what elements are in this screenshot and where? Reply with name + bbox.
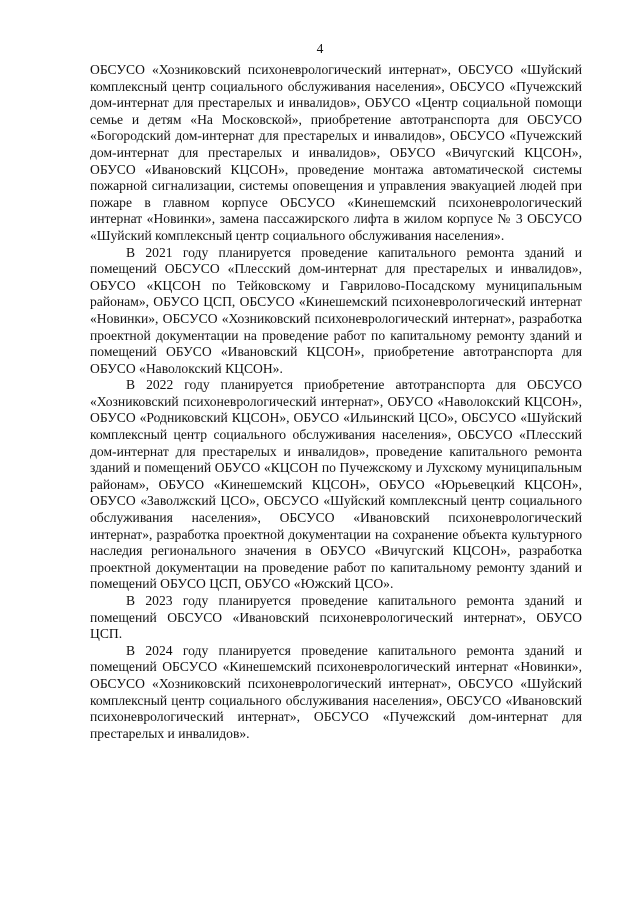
- paragraph-2023: В 2023 году планируется проведение капитального ремонта зданий и помещений ОБСУСО «Ивановский психоневрологический интернат», ОБУСО ЦСП.: [90, 593, 582, 642]
- paragraph-2022: В 2022 году планируется приобретение автотранспорта для ОБСУСО «Хозниковский психоневрологический интернат», ОБУСО «Наволокский КЦСОН», ОБУСО «Родниковский КЦСОН», ОБУСО «Ильинский ЦСО», ОБСУСО «Шуйский комплексный центр социального обслуживания населения», ОБСУСО «Плесский дом-интернат для престарелых и инвалидов», проведение капитального ремонта зданий и помещений ОБУСО «КЦСОН по Пучежскому и Лухскому муниципальным районам», ОБУСО «Кинешемский КЦСОН», ОБУСО «Юрьевецкий КЦСОН», ОБУСО «Заволжский ЦСО», ОБСУСО «Шуйский комплексный центр социального обслуживания населения», ОБСУСО «Ивановский психоневрологический интернат», разработка проектной документации на сохранение объекта культурного наследия регионального значения в ОБУСО «Вичугский КЦСОН», разработка проектной документации на проведение работ по капитальному ремонту зданий и помещений ОБУСО ЦСП, ОБУСО «Южский ЦСО».: [90, 377, 582, 592]
- paragraph-2024: В 2024 году планируется проведение капитального ремонта зданий и помещений ОБСУСО «Кинешемский психоневрологический интернат «Новинки», ОБСУСО «Хозниковский психоневрологический интернат», ОБСУСО «Шуйский комплексный центр социального обслуживания населения», ОБСУСО «Ивановский психоневрологический интернат», ОБСУСО «Пучежский дом-интернат для престарелых и инвалидов».: [90, 642, 582, 741]
- paragraph-1: ОБСУСО «Хозниковский психоневрологический интернат», ОБСУСО «Шуйский комплексный центр социального обслуживания населения», ОБСУСО «Пучежский дом-интернат для престарелых и инвалидов», ОБУСО «Центр социальной помощи семье и детям «На Московской», приобретение автотранспорта для ОБСУСО «Богородский дом-интернат для престарелых и инвалидов», ОБСУСО «Пучежский дом-интернат для престарелых и инвалидов», ОБУСО «Вичугский КЦСОН», ОБУСО «Ивановский КЦСОН», проведение монтажа автоматической системы пожарной сигнализации, системы оповещения и управления эвакуацией людей при пожаре в главном корпусе ОБСУСО «Кинешемский психоневрологический интернат «Новинки», замена пассажирского лифта в жилом корпусе № 3 ОБСУСО «Шуйский комплексный центр социального обслуживания населения».: [90, 62, 582, 243]
- paragraph-2021: В 2021 году планируется проведение капитального ремонта зданий и помещений ОБСУСО «Плесский дом-интернат для престарелых и инвалидов», ОБУСО «КЦСОН по Тейковскому и Гаврилово-Посадскому муниципальным районам», ОБУСО ЦСП, ОБСУСО «Кинешемский психоневрологический интернат «Новинки», ОБСУСО «Хозниковский психоневрологический интернат», разработка проектной документации на проведение работ по капитальному ремонту зданий и помещений ОБУСО «Ивановский КЦСОН», приобретение автотранспорта для ОБУСО «Наволокский КЦСОН».: [90, 244, 582, 376]
- page-number: 4: [316, 41, 324, 56]
- body-text: [90, 62, 582, 742]
